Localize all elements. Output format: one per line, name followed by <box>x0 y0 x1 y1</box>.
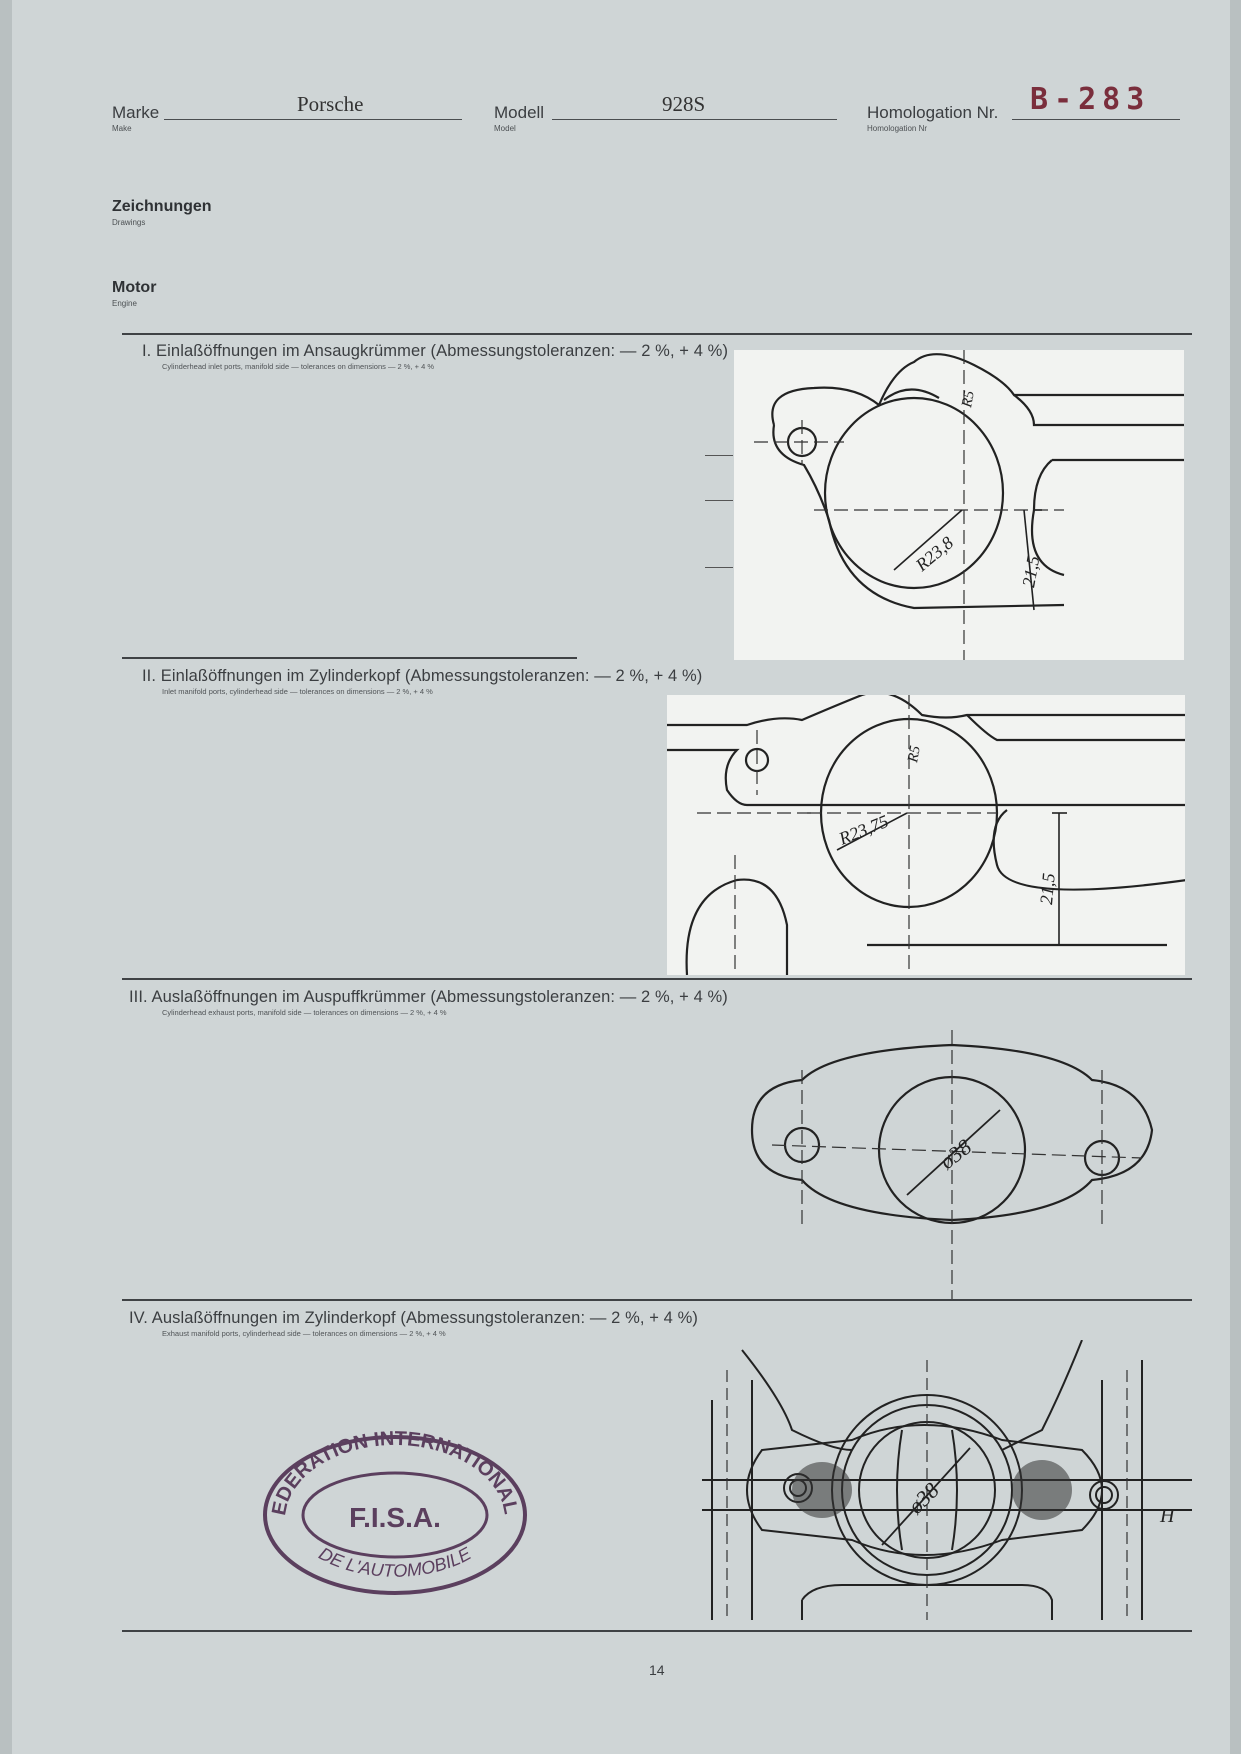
section-divider <box>122 333 1192 335</box>
document-page <box>12 0 1230 1754</box>
make-label: Marke <box>112 103 160 122</box>
section-2-subtitle: Inlet manifold ports, cylinderhead side — tolerances on dimensions — 2 %, + 4 % <box>162 687 433 696</box>
section-3-subtitle: Cylinderhead exhaust ports, manifold side — tolerances on dimensions — 2 %, + 4 % <box>162 1008 447 1017</box>
homologation-underline <box>1012 119 1180 120</box>
drawing-1-inlet-manifold-port <box>734 350 1184 660</box>
make-sublabel: Make <box>112 124 132 133</box>
drawing-4-exhaust-cylinderhead-port <box>702 1340 1192 1620</box>
drawing-2-inlet-cylinderhead-port <box>667 695 1185 975</box>
page-number: 14 <box>649 1662 665 1678</box>
guide-tick <box>705 455 733 456</box>
dimension-radius-5: R5 <box>905 744 924 764</box>
section-divider <box>122 657 577 659</box>
drawings-heading: Zeichnungen <box>112 198 212 215</box>
drawing-3-exhaust-manifold-port <box>742 1030 1182 1300</box>
stamp-top-text: EDERATION INTERNATIONAL <box>268 1427 522 1518</box>
section-1-subtitle: Cylinderhead inlet ports, manifold side — tolerances on dimensions — 2 %, + 4 % <box>162 362 435 371</box>
dimension-radius-5: R5 <box>959 389 978 409</box>
engine-heading: Motor <box>112 279 157 296</box>
section-1-title: I. Einlaßöffnungen im Ansaugkrümmer (Abmessungstoleranzen: — 2 %, + 4 %) <box>142 342 729 360</box>
model-value: 928S <box>662 92 706 116</box>
homologation-sublabel: Homologation Nr <box>867 124 928 133</box>
dimension-diameter-38: ø38 <box>934 1133 977 1174</box>
homologation-label: Homologation Nr. <box>867 103 999 122</box>
section-4-subtitle: Exhaust manifold ports, cylinderhead side — tolerances on dimensions — 2 %, + 4 % <box>162 1329 446 1338</box>
dimension-height-21-5: 21,5 <box>1018 554 1044 589</box>
model-label: Modell <box>494 103 545 122</box>
homologation-number-stamp: B-283 <box>1030 82 1151 117</box>
dimension-diameter-38: ø38 <box>902 1477 944 1519</box>
stamp-center-text: F.I.S.A. <box>349 1502 441 1533</box>
section-3-title: III. Auslaßöffnungen im Auspuffkrümmer (Abmessungstoleranzen: — 2 %, + 4 %) <box>129 988 728 1006</box>
guide-tick <box>705 500 733 501</box>
dimension-label-h: H <box>1160 1505 1175 1527</box>
make-value: Porsche <box>297 92 364 116</box>
drawings-subheading: Drawings <box>112 218 146 227</box>
section-divider <box>122 1299 1192 1301</box>
make-underline <box>164 119 462 120</box>
stamp-bottom-text: DE L'AUTOMOBILE <box>315 1543 475 1581</box>
section-4-title: IV. Auslaßöffnungen im Zylinderkopf (Abmessungstoleranzen: — 2 %, + 4 %) <box>129 1309 698 1327</box>
model-underline <box>552 119 837 120</box>
guide-tick <box>705 567 733 568</box>
bottom-divider <box>122 1630 1192 1632</box>
section-divider <box>122 978 1192 980</box>
model-sublabel: Model <box>494 124 516 133</box>
dimension-radius-23-75: R23,75 <box>836 810 892 849</box>
fisa-stamp <box>255 1425 535 1595</box>
dimension-height-21-5: 21,5 <box>1036 872 1059 906</box>
section-2-title: II. Einlaßöffnungen im Zylinderkopf (Abmessungstoleranzen: — 2 %, + 4 %) <box>142 667 703 685</box>
engine-subheading: Engine <box>112 299 137 308</box>
dimension-radius-23-8: R23,8 <box>911 532 958 576</box>
